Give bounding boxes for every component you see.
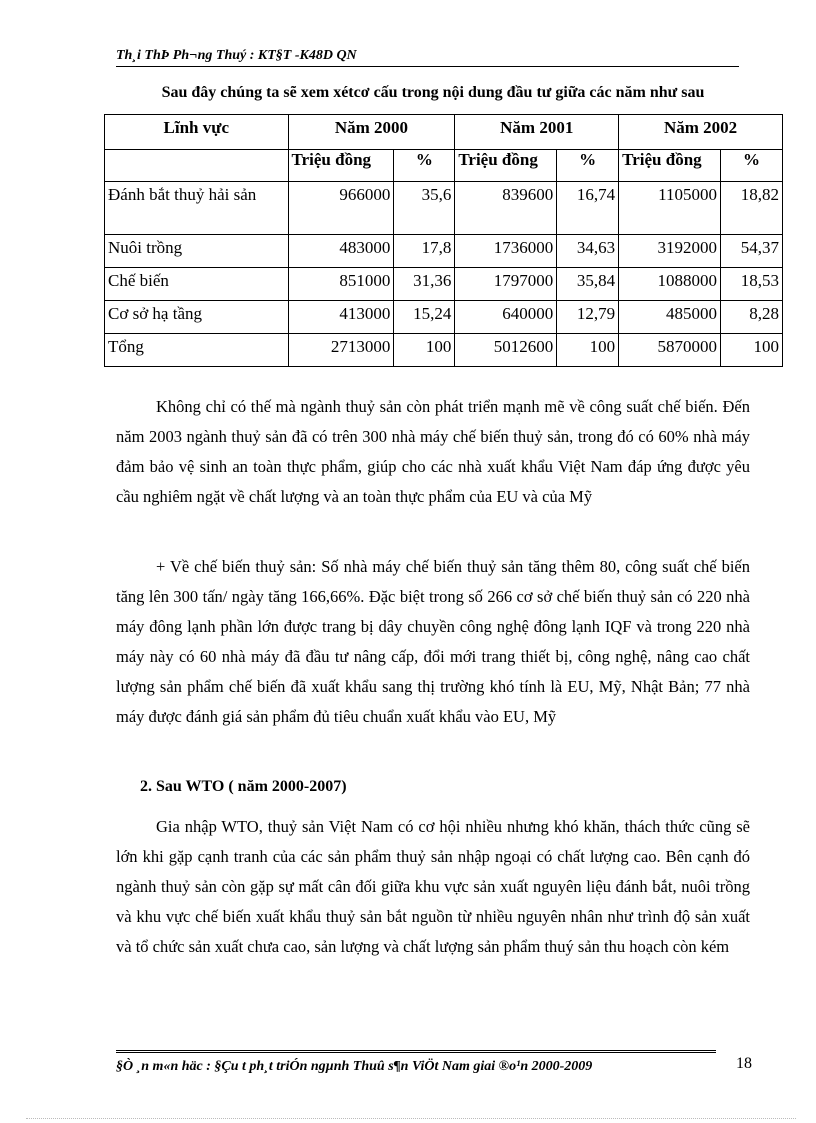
unit-pct: % (721, 150, 783, 182)
table-cell: 16,74 (557, 182, 619, 235)
table-cell: 34,63 (557, 235, 619, 268)
table-row (105, 268, 783, 301)
unit-pct: % (394, 150, 455, 182)
table-cell: 413000 (288, 301, 394, 334)
table-cell: 1088000 (619, 268, 721, 301)
table-cell: 12,79 (557, 301, 619, 334)
table-cell: 100 (394, 334, 455, 367)
table-cell: 54,37 (721, 235, 783, 268)
table-cell: 18,53 (721, 268, 783, 301)
table-intro: Sau đây chúng ta sẽ xem xétcơ cấu trong nội dung đầu tư giữa các năm như sau (161, 84, 705, 101)
row-field: Cơ sở hạ tầng (105, 301, 289, 334)
table-cell: 851000 (288, 268, 394, 301)
investment-table (104, 114, 783, 367)
table-cell: 2713000 (288, 334, 394, 367)
table-cell: 1105000 (619, 182, 721, 235)
table-cell: 100 (721, 334, 783, 367)
year-header: Năm 2001 (455, 115, 619, 150)
table-row (105, 301, 783, 334)
row-field: Đánh bắt thuỷ hải sản (105, 182, 289, 235)
row-field: Tổng (105, 334, 289, 367)
paragraph (116, 392, 750, 512)
table-cell: 1736000 (455, 235, 557, 268)
year-header: Năm 2000 (288, 115, 455, 150)
table-row (105, 182, 783, 235)
table-cell: 100 (557, 334, 619, 367)
table-cell: 3192000 (619, 235, 721, 268)
page-number: 18 (736, 1055, 752, 1072)
table-cell: 8,28 (721, 301, 783, 334)
table-cell: 5012600 (455, 334, 557, 367)
page-bottom-divider (26, 1118, 796, 1119)
table-cell: 35,84 (557, 268, 619, 301)
table-cell: 640000 (455, 301, 557, 334)
page-footer: §Ò ¸n m«n häc : §Çu t ph¸t triÓn ngµnh Thuû s¶n ViÖt Nam giai ®o¹n 2000-2009 (116, 1050, 716, 1075)
row-field: Chế biến (105, 268, 289, 301)
year-header: Năm 2002 (619, 115, 783, 150)
col-field-header: Lĩnh vực (105, 115, 289, 150)
page-header: Th¸i ThÞ Ph¬ng Thuý : KT§T -K48D QN (116, 48, 739, 67)
table-unit-row (105, 150, 783, 182)
table-cell: 15,24 (394, 301, 455, 334)
table-header-row (105, 115, 783, 150)
table-cell: 1797000 (455, 268, 557, 301)
table-cell: 35,6 (394, 182, 455, 235)
unit-money: Triệu đồng (619, 150, 721, 182)
unit-money: Triệu đồng (288, 150, 394, 182)
row-field: Nuôi trồng (105, 235, 289, 268)
table-cell: 18,82 (721, 182, 783, 235)
table-cell: 17,8 (394, 235, 455, 268)
unit-money: Triệu đồng (455, 150, 557, 182)
unit-pct: % (557, 150, 619, 182)
section-heading: 2. Sau WTO ( năm 2000-2007) (140, 778, 347, 795)
table-cell: 483000 (288, 235, 394, 268)
table-cell: 31,36 (394, 268, 455, 301)
table-cell: 5870000 (619, 334, 721, 367)
paragraph-text: Gia nhập WTO, thuỷ sản Việt Nam có cơ hội nhiều nhưng khó khăn, thách thức cũng sẽ lớn khi gặp cạnh tranh của các sản phẩm thuỷ sản nhập ngoại có chất lượng cao. Bên cạnh đó ngành thuỷ sản còn gặp sự mất cân đối giữa khu vực sản xuất nguyên liệu đánh bắt, nuôi trồng và khu vực chế biến xuất khẩu thuỷ sản bắt nguồn từ nhiều nguyên nhân như trình độ sản xuất và tổ chức sản xuất chưa cao, sản lượng và chất lượng sản phẩm thuý sản thu hoạch còn kém (116, 817, 750, 956)
paragraph-text: Không chỉ có thế mà ngành thuỷ sản còn phát triển mạnh mẽ về công suất chế biến. Đến năm 2003 ngành thuỷ sản đã có trên 300 nhà máy chế biến thuỷ sản, trong đó có 60% nhà máy đảm bảo vệ sinh an toàn thực phẩm, giúp cho các nhà xuất khẩu Việt Nam đáp ứng được yêu cầu nghiêm ngặt về chất lượng và an toàn thực phẩm của EU và của Mỹ (116, 397, 750, 506)
table-cell (105, 150, 289, 182)
paragraph (116, 812, 750, 962)
table-cell: 839600 (455, 182, 557, 235)
table-row (105, 235, 783, 268)
table-cell: 485000 (619, 301, 721, 334)
paragraph-text: + Về chế biến thuỷ sản: Số nhà máy chế biến thuỷ sản tăng thêm 80, công suất chế biến tăng lên 300 tấn/ ngày tăng 166,66%. Đặc biệt trong số 266 cơ sở chế biến thuỷ sản có 220 nhà máy đông lạnh phần lớn được trang bị dây chuyền công nghệ đông lạnh IQF và trong 220 nhà máy này có 60 nhà máy đã đầu tư nâng cấp, đổi mới trang thiết bị, công nghệ, nâng cao chất lượng sản phẩm chế biến đã xuất khẩu sang thị trường khó tính là EU, Mỹ, Nhật Bản; 77 nhà máy được đánh giá sản phẩm đủ tiêu chuẩn xuất khẩu vào EU, Mỹ (116, 557, 750, 726)
paragraph (116, 552, 750, 732)
table-row-total (105, 334, 783, 367)
table-cell: 966000 (288, 182, 394, 235)
